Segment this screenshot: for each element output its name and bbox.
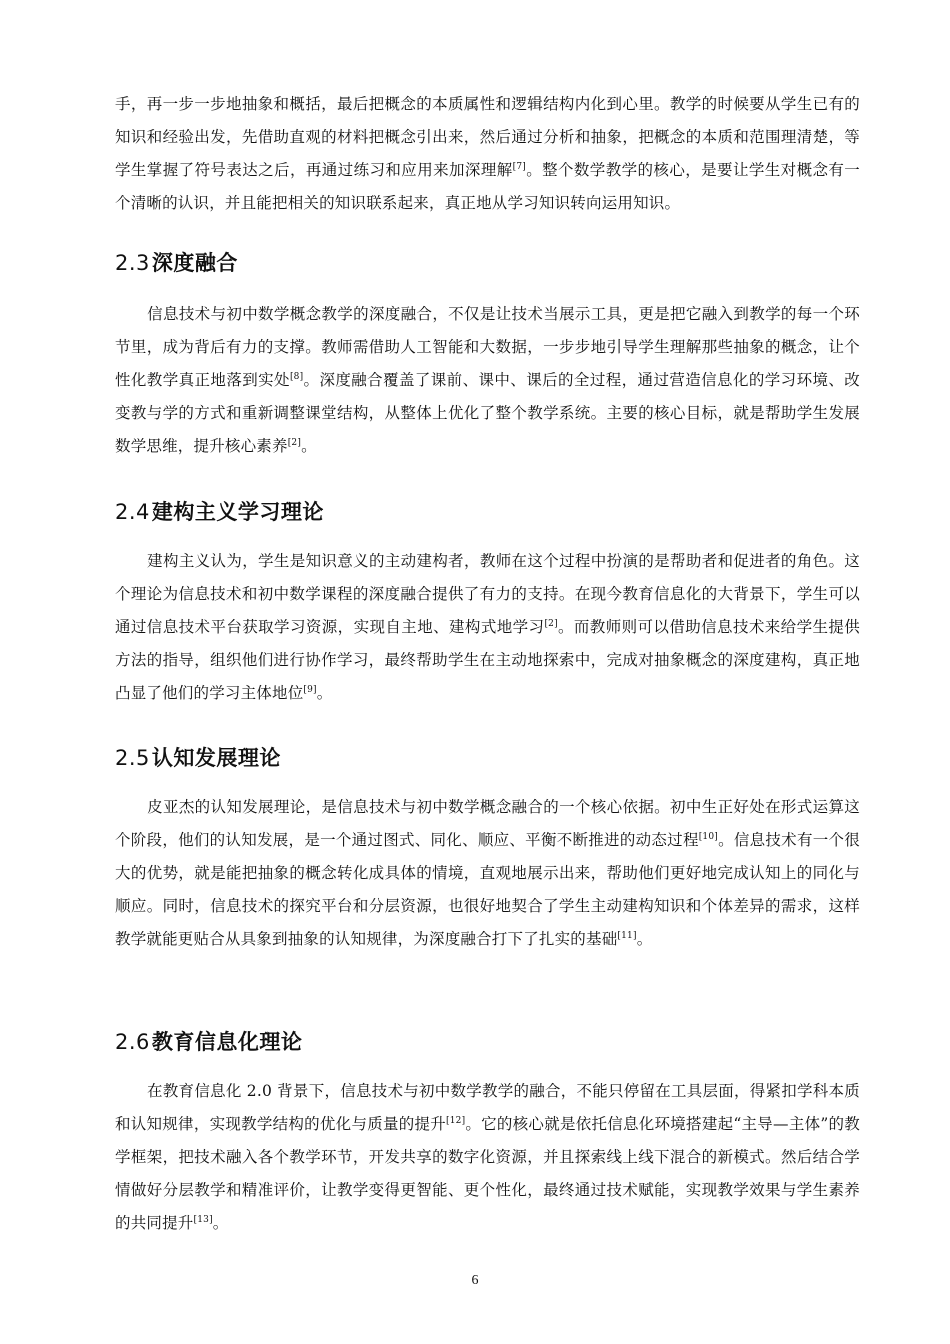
section-title: 认知发展理论 (151, 746, 281, 770)
section-heading-2-3 (115, 247, 238, 277)
paragraph-text: 在教育信息化 2.0 背景下，信息技术与初中数学教学的融合，不能只停留在工具层面，得紧扣学科本质和认知规律，实现教学结构的优化与质量的提升 (115, 1082, 860, 1133)
paragraph-text: 。 (301, 437, 317, 455)
section-heading-2-5 (115, 742, 281, 772)
citation: [9] (303, 685, 317, 695)
citation: [8] (289, 372, 304, 382)
citation: [7] (512, 162, 526, 172)
paragraph-text: 信息技术与初中数学概念教学的深度融合，不仅是让技术当展示工具，更是把它融入到教学的每一个环节里，成为背后有力的支撑。教师需借助人工智能和大数据，一步步地引导学生理解那些抽象的概念，让个性化教学真正地落到实处 (115, 305, 860, 389)
section-title: 教育信息化理论 (151, 1030, 303, 1054)
citation: [13] (193, 1215, 213, 1225)
citation: [12] (446, 1116, 466, 1126)
paragraph-text: 手，再一步一步地抽象和概括，最后把概念的本质属性和逻辑结构内化到心里。教学的时候要从学生已有的知识和经验出发，先借助直观的材料把概念引出来，然后通过分析和抽象，把概念的本质和范围理清楚，等学生掌握了符号表达之后，再通过练习和应用来加深理解 (115, 95, 860, 179)
paragraph-text: 建构主义认为，学生是知识意义的主动建构者，教师在这个过程中扮演的是帮助者和促进者的角色。这个理论为信息技术和初中数学课程的深度融合提供了有力的支持。在现今教育信息化的大背景下，学生可以通过信息技术平台获取学习资源，实现自主地、建构式地学习 (115, 552, 860, 636)
section-number: 2.4 (115, 500, 150, 524)
section-number: 2.6 (115, 1030, 150, 1054)
section-number: 2.3 (115, 251, 150, 275)
section-heading-2-6 (115, 1026, 302, 1056)
paragraph-text: 。它的核心就是依托信息化环境搭建起“主导—主体”的教学框架，把技术融入各个教学环节，开发共享的数字化资源，并且探索线上线下混合的新模式。然后结合学情做好分层教学和精准评价，让教学变得更智能、更个性化，最终通过技术赋能，实现教学效果与学生素养的共同提升 (115, 1115, 860, 1232)
paragraph-2-6 (115, 1075, 860, 1240)
paragraph-text: 。整个数学教学的核心，是要让学生对概念有一个清晰的认识，并且能把相关的知识联系起来，真正地从学习知识转向运用知识。 (115, 161, 860, 212)
section-title: 建构主义学习理论 (151, 500, 324, 524)
citation: [2] (287, 438, 302, 448)
paragraph-text: 。 (636, 930, 653, 948)
paragraph-text: 。深度融合覆盖了课前、课中、课后的全过程，通过营造信息化的学习环境、改变教与学的方式和重新调整课堂结构，从整体上优化了整个教学系统。主要的核心目标，就是帮助学生发展数学思维，提升核心素养 (115, 371, 860, 455)
citation: [10] (698, 832, 718, 842)
paragraph-2-4 (115, 545, 860, 710)
paragraph-text: 。 (212, 1214, 229, 1232)
paragraph-continued (115, 88, 860, 220)
section-heading-2-4 (115, 496, 324, 526)
paragraph-text: 。而教师则可以借助信息技术来给学生提供方法的指导，组织他们进行协作学习，最终帮助学生在主动地探索中，完成对抽象概念的深度建构，真正地凸显了他们的学习主体地位 (115, 618, 860, 702)
citation: [11] (617, 931, 637, 941)
section-title: 深度融合 (151, 251, 238, 275)
paragraph-2-5 (115, 791, 860, 956)
paragraph-text: 。 (316, 684, 333, 702)
section-number: 2.5 (115, 746, 150, 770)
citation: [2] (544, 619, 558, 629)
paragraph-2-3 (115, 298, 860, 463)
paragraph-text: 皮亚杰的认知发展理论，是信息技术与初中数学概念融合的一个核心依据。初中生正好处在形式运算这个阶段，他们的认知发展，是一个通过图式、同化、顺应、平衡不断推进的动态过程 (115, 798, 860, 849)
page-number: 6 (471, 1273, 479, 1288)
paragraph-text: 。信息技术有一个很大的优势，就是能把抽象的概念转化成具体的情境，直观地展示出来，帮助他们更好地完成认知上的同化与顺应。同时，信息技术的探究平台和分层资源，也很好地契合了学生主动建构知识和个体差异的需求，这样教学就能更贴合从具象到抽象的认知规律，为深度融合打下了扎实的基础 (115, 831, 860, 948)
